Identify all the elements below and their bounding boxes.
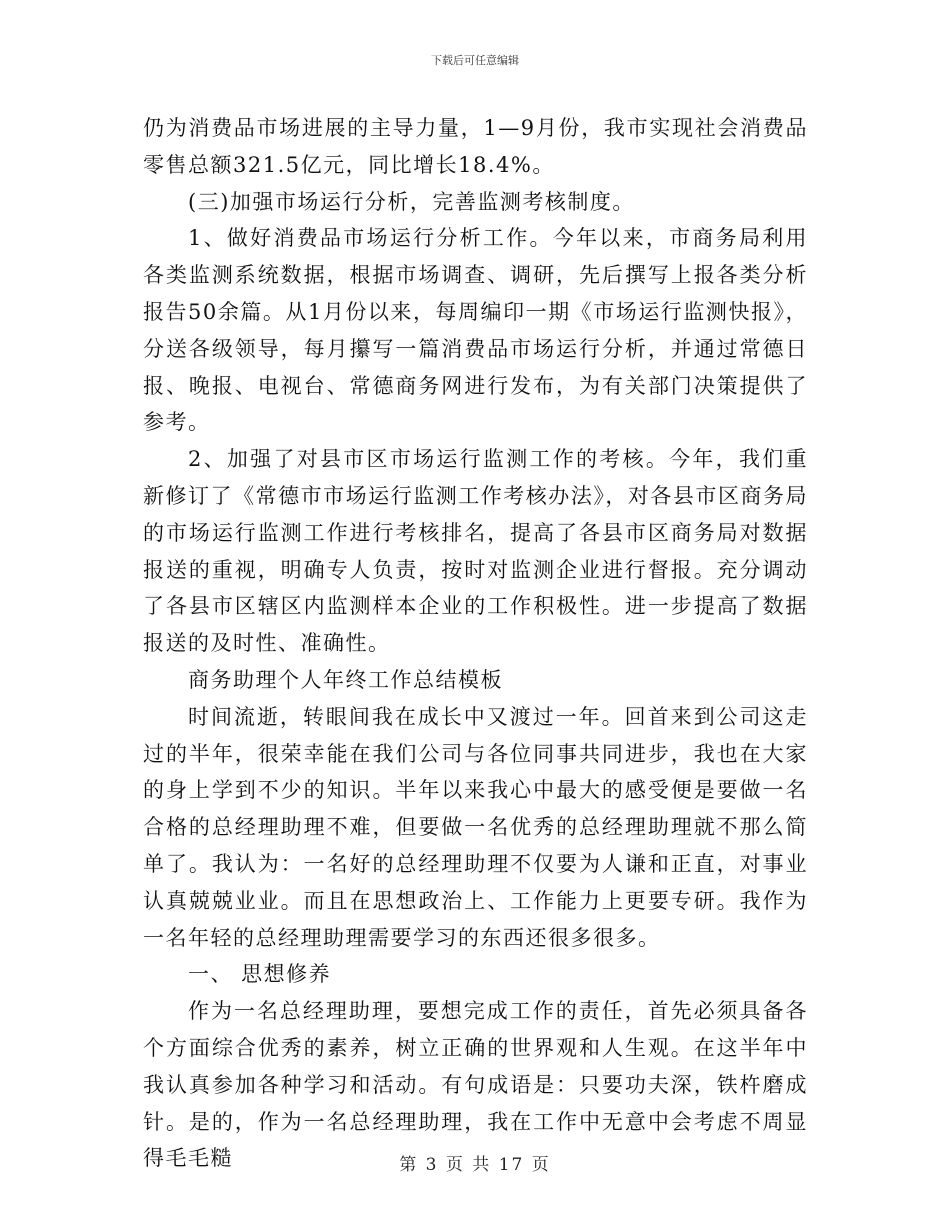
document-body	[143, 110, 808, 1177]
paragraph-8: 作为一名总经理助理，要想完成工作的责任，首先必须具备各个方面综合优秀的素养，树立正确的世界观和人生观。在这半年中我认真参加各种学习和活动。有句成语是：只要功夫深，铁杵磨成针。是的，作为一名总经理助理，我在工作中无意中会考虑不周显得毛毛糙	[143, 999, 808, 1171]
page-number: 第 3 页 共 17 页	[399, 1155, 551, 1175]
paragraph-3: 1、做好消费品市场运行分析工作。今年以来，市商务局利用各类监测系统数据，根据市场调查、调研，先后撰写上报各类分析报告50余篇。从1月份以来，每周编印一期《市场运行监测快报》，分送各级领导，每月攥写一篇消费品市场运行分析，并通过常德日报、晚报、电视台、常德商务网进行发布，为有关部门决策提供了参考。	[143, 226, 808, 435]
paragraph-4: 2、加强了对县市区市场运行监测工作的考核。今年，我们重新修订了《常德市市场运行监测工作考核办法》，对各县市区商务局的市场运行监测工作进行考核排名，提高了各县市区商务局对数据报送的重视，明确专人负责，按时对监测企业进行督报。充分调动了各县市区辖区内监测样本企业的工作积极性。进一步提高了数据报送的及时性、准确性。	[143, 447, 808, 656]
page-header: 下载后可任意编辑	[431, 54, 519, 67]
paragraph-1: 仍为消费品市场进展的主导力量，1—9月份，我市实现社会消费品零售总额321.5亿元，同比增长18.4%。	[143, 116, 808, 177]
paragraph-2: (三)加强市场运行分析，完善监测考核制度。	[188, 189, 635, 214]
subsection-heading: 一、 思想修养	[188, 962, 332, 987]
paragraph-6: 时间流逝，转眼间我在成长中又渡过一年。回首来到公司这走过的半年，很荣幸能在我们公司与各位同事共同进步，我也在大家的身上学到不少的知识。半年以来我心中最大的感受便是要做一名合格的总经理助理不难，但要做一名优秀的总经理助理就不那么简单了。我认为：一名好的总经理助理不仅要为人谦和正直，对事业认真兢兢业业。而且在思想政治上、工作能力上更要专研。我作为一名年轻的总经理助理需要学习的东西还很多很多。	[143, 704, 808, 950]
section-title: 商务助理个人年终工作总结模板	[188, 667, 503, 692]
